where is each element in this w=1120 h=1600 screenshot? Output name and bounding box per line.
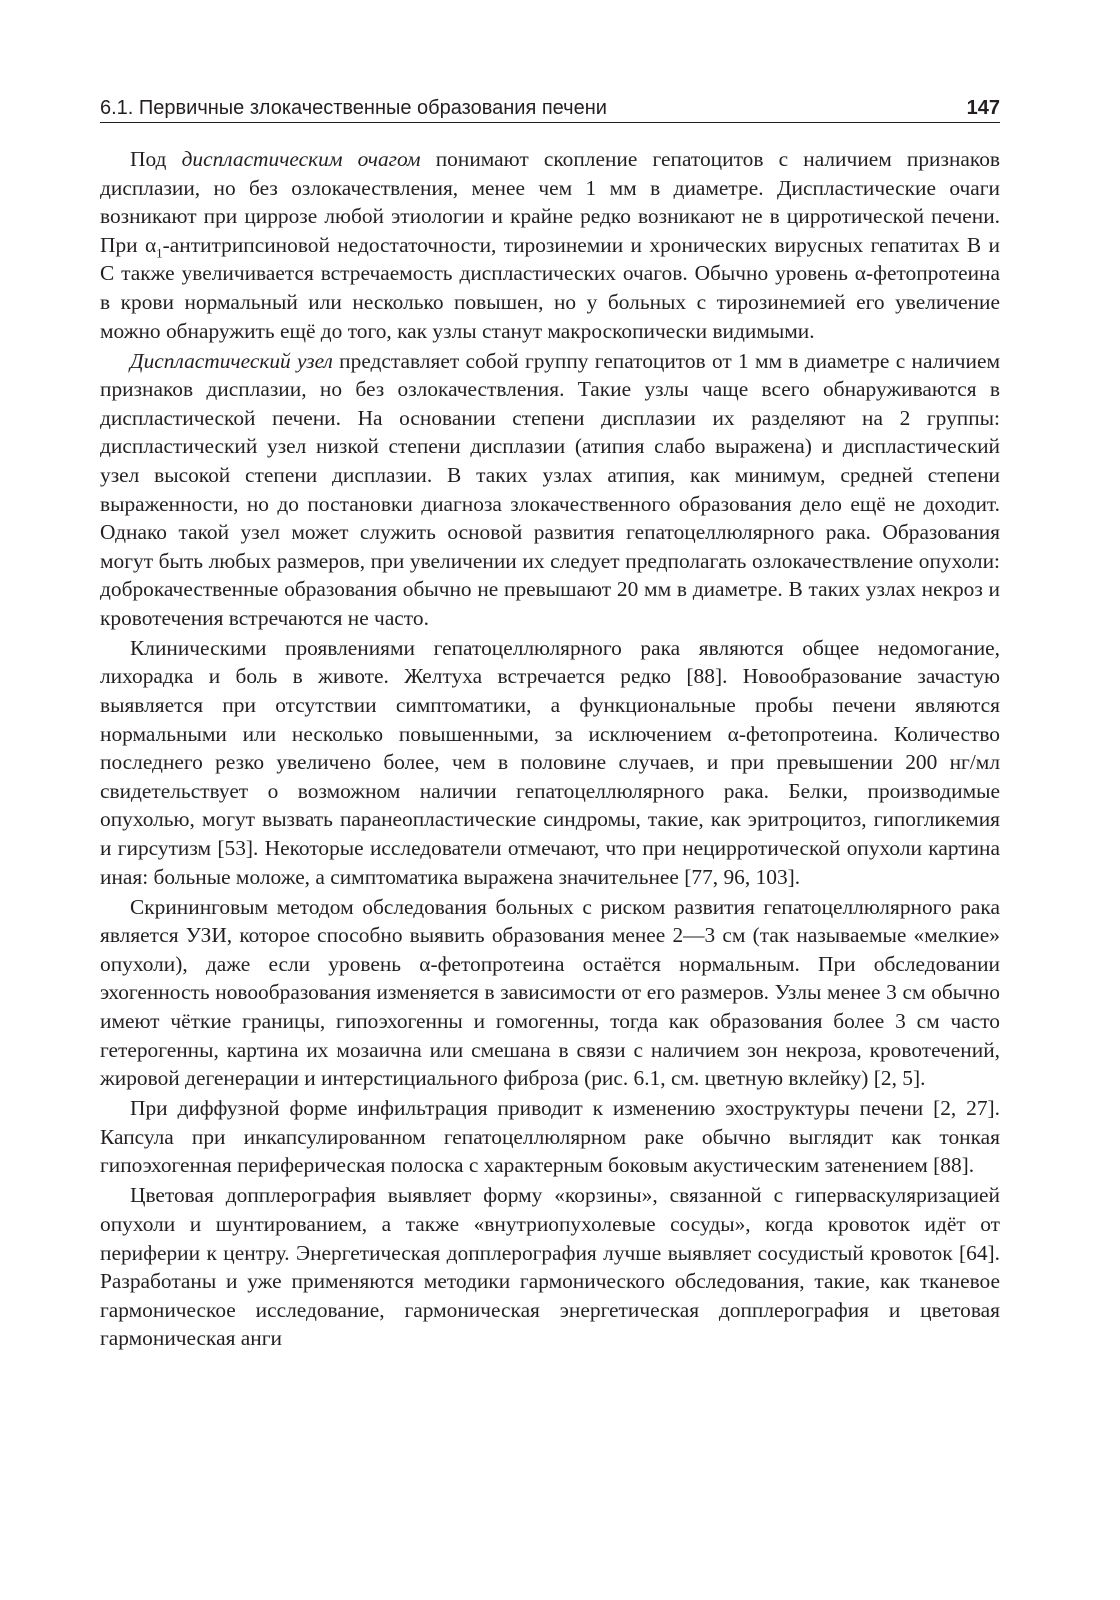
paragraph-text: -антитрипсиновой недостаточности, тирозинемии и хронических вирусных гепатитах B и C также увеличивается встречаемость диспластических очагов. Обычно уровень α-фетопротеина в крови нормальный или несколько повышен, но у больных с тирозинемией его увеличение можно обнаружить ещё до того, как узлы станут макроскопически видимыми. xyxy=(100,232,1000,343)
paragraph-diffuse-form: При диффузной форме инфильтрация приводит к изменению эхоструктуры печени [2, 27]. Капсула при инкапсулированном гепатоцеллюлярном раке обычно выглядит как тонкая гипоэхогенная периферическая полоска с характерным боковым акустическим затенением [88]. xyxy=(100,1096,1000,1178)
paragraph-clinical-signs: Клиническими проявлениями гепатоцеллюлярного рака являются общее недомогание, лихорадка и боль в животе. Желтуха встречается редко [88]. Новообразование зачастую выявляется при отсутствии симптоматики, а функциональные пробы печени являются нормальными или несколько повышенными, за исключением α-фетопротеина. Количество последнего резко увеличено более, чем в половине случаев, и при превышении 200 нг/мл свидетельствует о возможном наличии гепатоцеллюлярного рака. Белки, производимые опухолью, могут вызвать паранеопластические синдромы, такие, как эритроцитоз, гипогликемия и гирсутизм [53]. Некоторые исследователи отмечают, что при нецирротической опухоли картина иная: больные моложе, а симптоматика выражена значительнее [77, 96, 103]. xyxy=(100,635,1000,889)
paragraph-doppler: Цветовая допплерография выявляет форму «корзины», связанной с гиперваскуляризацией опухоли и шунтированием, а также «внутриопухолевые сосуды», когда кровоток идёт от периферии к центру. Энергетическая допплерография лучше выявляет сосудистый кровоток [64]. Разработаны и уже применяются методики гармонического обследования, такие, как тканевое гармоническое исследование, гармоническая энергетическая допплерография и цветовая гармоническая анги xyxy=(100,1183,1000,1351)
paragraph-text: Под xyxy=(130,147,182,171)
body-text xyxy=(100,145,1000,1354)
paragraph-text: представляет собой группу гепатоцитов от 1 мм в диаметре с наличием признаков дисплазии, но без озлокачествления. Такие узлы чаще всего обнаруживаются в диспластической печени. На основании степени дисплазии их разделяют на 2 группы: диспластический узел низкой степени дисплазии (атипия слабо выражена) и диспластический узел высокой степени дисплазии. В таких узлах атипия, как минимум, средней степени выраженности, но до постановки диагноза злокачественного образования дело ещё не доходит. Однако такой узел может служить основой развития гепатоцеллюлярного рака. Образования могут быть любых размеров, при увеличении их следует предполагать озлокачествление опухоли: доброкачественные образования обычно не превышают 20 мм в диаметре. В таких узлах некроз и кровотечения встречаются не часто. xyxy=(100,348,1000,630)
running-head xyxy=(100,96,1000,123)
page-number: 147 xyxy=(966,97,1000,119)
subscript: 1 xyxy=(156,245,163,261)
section-title: 6.1. Первичные злокачественные образования печени xyxy=(100,97,607,119)
term-dysplastic-focus: диспластическим очагом xyxy=(181,147,421,171)
paragraph-dysplastic-focus xyxy=(100,145,1000,345)
paragraph-text: понимают скопление гепатоцитов с наличием признаков дисплазии, но без озлокачествления, менее чем 1 мм в диаметре. Диспластические очаги возникают при циррозе любой этиологии и крайне редко возникают не в цирротической печени. При α xyxy=(100,147,1000,257)
paragraph-screening: Скрининговым методом обследования больных с риском развития гепатоцеллюлярного рака является УЗИ, которое способно выявить образования менее 2—3 см (так называемые «мелкие» опухоли), даже если уровень α-фетопротеина остаётся нормальным. При обследовании эхогенность новообразования изменяется в зависимости от его размеров. Узлы менее 3 см обычно имеют чёткие границы, гипоэхогенны и гомогенны, тогда как образования более 3 см часто гетерогенны, картина их мозаична или смешана в связи с наличием зон некроза, кровотечений, жировой дегенерации и интерстициального фиброза (рис. 6.1, см. цветную вклейку) [2, 5]. xyxy=(100,894,1000,1091)
paragraph-dysplastic-node xyxy=(100,347,1000,633)
term-dysplastic-node: Диспластический узел xyxy=(130,348,333,373)
